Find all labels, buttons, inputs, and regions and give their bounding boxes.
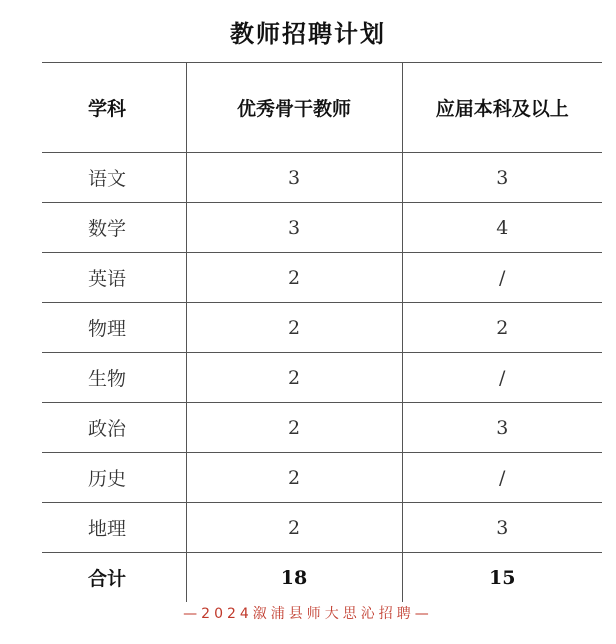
backbone-cell: 3	[186, 203, 402, 253]
table-row	[42, 503, 602, 553]
total-row	[42, 553, 602, 603]
graduate-cell: 2	[402, 303, 602, 353]
backbone-cell: 3	[186, 153, 402, 203]
table-row	[42, 353, 602, 403]
subject-cell: 英语	[42, 253, 186, 303]
table-row	[42, 403, 602, 453]
subject-cell: 语文	[42, 153, 186, 203]
backbone-cell: 2	[186, 453, 402, 503]
total-backbone-cell: 18	[186, 553, 402, 603]
graduate-cell: 3	[402, 403, 602, 453]
subject-cell: 地理	[42, 503, 186, 553]
backbone-cell: 2	[186, 253, 402, 303]
total-label: 合计	[42, 553, 186, 603]
table-row	[42, 453, 602, 503]
table-header-row	[42, 63, 602, 153]
column-header-subject: 学科	[42, 63, 186, 153]
page-title: 教师招聘计划	[230, 19, 386, 48]
graduate-cell: 4	[402, 203, 602, 253]
graduate-cell: /	[402, 253, 602, 303]
table-row	[42, 253, 602, 303]
backbone-cell: 2	[186, 303, 402, 353]
footer-watermark: —2024溆浦县师大思沁招聘—	[183, 606, 433, 622]
total-graduate-cell: 15	[402, 553, 602, 603]
table-row	[42, 203, 602, 253]
backbone-cell: 2	[186, 403, 402, 453]
recruitment-table	[42, 62, 602, 602]
subject-cell: 物理	[42, 303, 186, 353]
graduate-cell: /	[402, 353, 602, 403]
subject-cell: 数学	[42, 203, 186, 253]
graduate-cell: /	[402, 453, 602, 503]
column-header-backbone: 优秀骨干教师	[186, 63, 402, 153]
subject-cell: 政治	[42, 403, 186, 453]
backbone-cell: 2	[186, 353, 402, 403]
graduate-cell: 3	[402, 153, 602, 203]
backbone-cell: 2	[186, 503, 402, 553]
table-row	[42, 153, 602, 203]
graduate-cell: 3	[402, 503, 602, 553]
column-header-graduate: 应届本科及以上	[402, 63, 602, 153]
table-row	[42, 303, 602, 353]
subject-cell: 历史	[42, 453, 186, 503]
subject-cell: 生物	[42, 353, 186, 403]
